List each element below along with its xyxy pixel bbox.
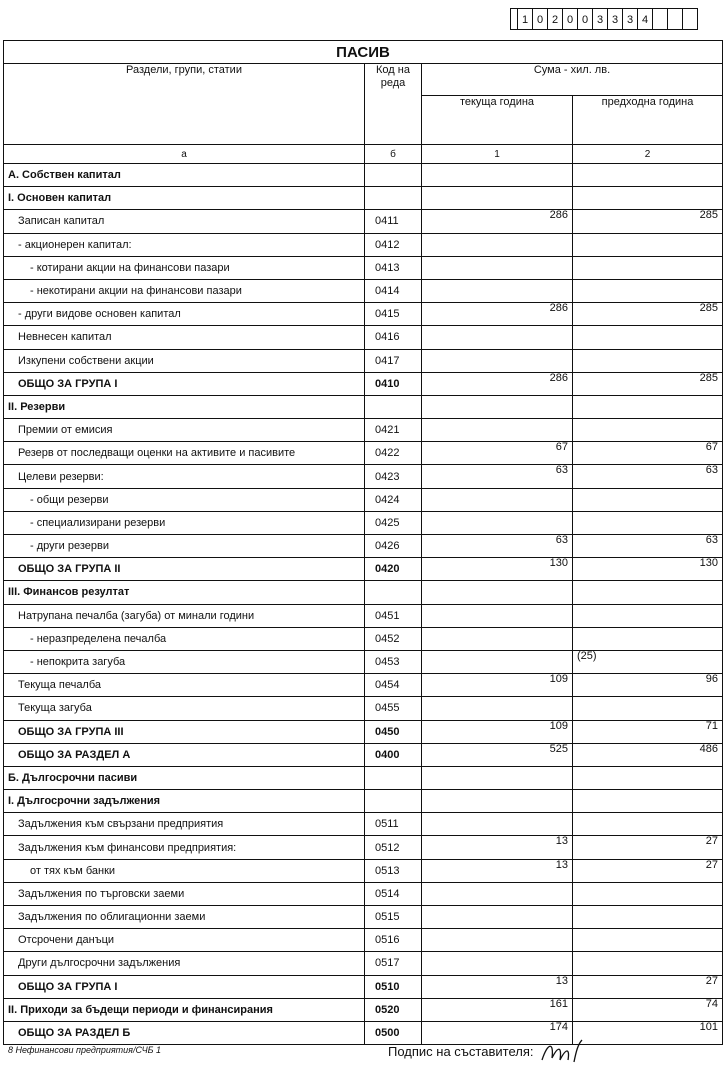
row-code: 0510 <box>365 975 422 998</box>
row-previous-value <box>573 627 723 650</box>
row-current-value <box>422 581 573 604</box>
table-row <box>4 419 723 442</box>
header-previous-year: предходна година <box>573 96 723 145</box>
table-row <box>4 279 723 302</box>
row-label: - общи резерви <box>4 488 365 511</box>
row-current-value <box>422 164 573 187</box>
header-sections: Раздели, групи, статии <box>4 64 365 145</box>
row-previous-value <box>573 604 723 627</box>
table-row <box>4 674 723 697</box>
row-code: 0413 <box>365 256 422 279</box>
row-label: - други резерви <box>4 535 365 558</box>
row-current-value <box>422 650 573 673</box>
row-code <box>365 164 422 187</box>
row-previous-value: 27 <box>573 836 723 859</box>
row-previous-value: 63 <box>573 535 723 558</box>
row-current-value <box>422 906 573 929</box>
row-previous-value: 27 <box>573 975 723 998</box>
row-previous-value <box>573 187 723 210</box>
row-code: 0400 <box>365 743 422 766</box>
row-previous-value <box>573 349 723 372</box>
row-current-value <box>422 790 573 813</box>
row-current-value <box>422 419 573 442</box>
row-previous-value <box>573 766 723 789</box>
letter-a: а <box>4 145 365 164</box>
row-code: 0415 <box>365 303 422 326</box>
code-digit-box: 3 <box>593 9 608 29</box>
row-label: Текуща печалба <box>4 674 365 697</box>
table-row <box>4 790 723 813</box>
row-code <box>365 187 422 210</box>
row-current-value <box>422 952 573 975</box>
row-previous-value: 67 <box>573 442 723 465</box>
table-row <box>4 836 723 859</box>
row-label: Б. Дългосрочни пасиви <box>4 766 365 789</box>
table-row <box>4 975 723 998</box>
row-label: ОБЩО ЗА ГРУПА III <box>4 720 365 743</box>
row-previous-value <box>573 326 723 349</box>
table-row <box>4 558 723 581</box>
letter-1: 1 <box>422 145 573 164</box>
row-previous-value <box>573 813 723 836</box>
row-label: Целеви резерви: <box>4 465 365 488</box>
code-digit-box: 0 <box>578 9 593 29</box>
row-label: ОБЩО ЗА РАЗДЕЛ Б <box>4 1021 365 1044</box>
row-label: ОБЩО ЗА РАЗДЕЛ А <box>4 743 365 766</box>
table-row <box>4 535 723 558</box>
table-row <box>4 1021 723 1044</box>
row-current-value: 109 <box>422 720 573 743</box>
header-sum: Сума - хил. лв. <box>422 64 723 96</box>
row-previous-value <box>573 929 723 952</box>
row-current-value: 13 <box>422 836 573 859</box>
row-code: 0520 <box>365 998 422 1021</box>
row-previous-value <box>573 233 723 256</box>
row-label: I. Дългосрочни задължения <box>4 790 365 813</box>
row-current-value: 109 <box>422 674 573 697</box>
row-previous-value <box>573 581 723 604</box>
row-current-value: 286 <box>422 303 573 326</box>
table-row <box>4 813 723 836</box>
row-code: 0451 <box>365 604 422 627</box>
row-code: 0516 <box>365 929 422 952</box>
row-previous-value: 96 <box>573 674 723 697</box>
code-digit-box <box>653 9 668 29</box>
row-current-value: 67 <box>422 442 573 465</box>
row-code: 0423 <box>365 465 422 488</box>
row-label: Резерв от последващи оценки на активите и пасивите <box>4 442 365 465</box>
row-code: 0421 <box>365 419 422 442</box>
row-previous-value <box>573 256 723 279</box>
row-previous-value: 285 <box>573 210 723 233</box>
code-digit-box: 0 <box>563 9 578 29</box>
form-code-boxes <box>510 8 698 30</box>
row-label: Задължения по търговски заеми <box>4 882 365 905</box>
row-current-value <box>422 256 573 279</box>
row-label: ОБЩО ЗА ГРУПА I <box>4 372 365 395</box>
row-current-value: 13 <box>422 859 573 882</box>
row-label: А. Собствен капитал <box>4 164 365 187</box>
row-previous-value <box>573 697 723 720</box>
code-digit-box <box>683 9 697 29</box>
code-digit-box: 3 <box>608 9 623 29</box>
table-row <box>4 882 723 905</box>
header-current-year: текуща година <box>422 96 573 145</box>
row-label: III. Финансов резултат <box>4 581 365 604</box>
header-code: Код на реда <box>365 64 422 145</box>
row-previous-value: 74 <box>573 998 723 1021</box>
signature-scribble-icon <box>540 1038 600 1064</box>
page-note: 8 Нефинансови предприятия/СЧБ 1 <box>8 1045 161 1055</box>
table-row <box>4 604 723 627</box>
row-current-value: 63 <box>422 465 573 488</box>
row-code: 0414 <box>365 279 422 302</box>
row-label: ОБЩО ЗА ГРУПА II <box>4 558 365 581</box>
code-digit-box: 2 <box>548 9 563 29</box>
row-label: Текуща загуба <box>4 697 365 720</box>
row-current-value <box>422 326 573 349</box>
table-row <box>4 766 723 789</box>
table-title-row <box>4 41 723 64</box>
row-code: 0422 <box>365 442 422 465</box>
row-previous-value <box>573 488 723 511</box>
row-current-value <box>422 604 573 627</box>
table-row <box>4 720 723 743</box>
row-current-value <box>422 488 573 511</box>
table-row <box>4 859 723 882</box>
table-row <box>4 581 723 604</box>
row-label: - непокрита загуба <box>4 650 365 673</box>
row-previous-value <box>573 882 723 905</box>
row-label: I. Основен капитал <box>4 187 365 210</box>
row-current-value <box>422 813 573 836</box>
table-row <box>4 442 723 465</box>
row-previous-value <box>573 790 723 813</box>
table-row <box>4 372 723 395</box>
row-current-value <box>422 511 573 534</box>
row-previous-value: 101 <box>573 1021 723 1044</box>
table-row <box>4 465 723 488</box>
row-current-value: 525 <box>422 743 573 766</box>
table-title: ПАСИВ <box>4 41 723 64</box>
row-label: - котирани акции на финансови пазари <box>4 256 365 279</box>
row-code: 0425 <box>365 511 422 534</box>
row-label: Задължения по облигационни заеми <box>4 906 365 929</box>
row-code: 0450 <box>365 720 422 743</box>
row-label: Задължения към свързани предприятия <box>4 813 365 836</box>
row-current-value: 63 <box>422 535 573 558</box>
row-previous-value: 71 <box>573 720 723 743</box>
row-previous-value <box>573 511 723 534</box>
table-row <box>4 210 723 233</box>
row-current-value <box>422 349 573 372</box>
row-code: 0424 <box>365 488 422 511</box>
row-previous-value <box>573 952 723 975</box>
row-label: II. Приходи за бъдещи периоди и финансирания <box>4 998 365 1021</box>
table-row <box>4 326 723 349</box>
table-row <box>4 187 723 210</box>
row-previous-value: 63 <box>573 465 723 488</box>
table-row <box>4 256 723 279</box>
row-previous-value: 285 <box>573 372 723 395</box>
table-row <box>4 697 723 720</box>
table-row <box>4 395 723 418</box>
table-row <box>4 164 723 187</box>
code-digit-box: 3 <box>623 9 638 29</box>
row-code: 0454 <box>365 674 422 697</box>
signature-label: Подпис на съставителя: <box>388 1044 534 1059</box>
row-label: - неразпределена печалба <box>4 627 365 650</box>
table-row <box>4 650 723 673</box>
row-previous-value: (25) <box>573 650 723 673</box>
row-label: Отсрочени данъци <box>4 929 365 952</box>
row-current-value <box>422 697 573 720</box>
row-code: 0455 <box>365 697 422 720</box>
row-code: 0410 <box>365 372 422 395</box>
row-current-value: 286 <box>422 372 573 395</box>
row-current-value: 286 <box>422 210 573 233</box>
row-current-value <box>422 395 573 418</box>
row-label: Невнесен капитал <box>4 326 365 349</box>
row-current-value: 174 <box>422 1021 573 1044</box>
row-current-value: 161 <box>422 998 573 1021</box>
table-row <box>4 488 723 511</box>
table-row <box>4 952 723 975</box>
row-code: 0513 <box>365 859 422 882</box>
row-previous-value <box>573 279 723 302</box>
row-code: 0417 <box>365 349 422 372</box>
row-current-value: 130 <box>422 558 573 581</box>
row-code: 0517 <box>365 952 422 975</box>
row-code: 0416 <box>365 326 422 349</box>
row-code: 0412 <box>365 233 422 256</box>
row-label: II. Резерви <box>4 395 365 418</box>
row-previous-value: 130 <box>573 558 723 581</box>
table-row <box>4 743 723 766</box>
row-current-value <box>422 279 573 302</box>
code-digit-box: 0 <box>533 9 548 29</box>
table-row <box>4 627 723 650</box>
code-digit-box <box>668 9 683 29</box>
row-code <box>365 395 422 418</box>
row-current-value <box>422 929 573 952</box>
table-row <box>4 303 723 326</box>
table-row <box>4 349 723 372</box>
row-label: Изкупени собствени акции <box>4 349 365 372</box>
letter-b: б <box>365 145 422 164</box>
row-label: - акционерен капитал: <box>4 233 365 256</box>
row-code: 0500 <box>365 1021 422 1044</box>
row-label: от тях към банки <box>4 859 365 882</box>
row-previous-value <box>573 164 723 187</box>
row-code: 0512 <box>365 836 422 859</box>
table-row <box>4 929 723 952</box>
row-code: 0453 <box>365 650 422 673</box>
code-digit-box: 4 <box>638 9 653 29</box>
column-letters-row <box>4 145 723 164</box>
code-box-start <box>511 9 518 29</box>
row-current-value <box>422 627 573 650</box>
row-code: 0515 <box>365 906 422 929</box>
row-label: Премии от емисия <box>4 419 365 442</box>
code-digit-box: 1 <box>518 9 533 29</box>
row-code: 0411 <box>365 210 422 233</box>
row-label: - некотирани акции на финансови пазари <box>4 279 365 302</box>
table-row <box>4 233 723 256</box>
row-current-value <box>422 766 573 789</box>
row-previous-value <box>573 419 723 442</box>
row-current-value <box>422 233 573 256</box>
liabilities-table <box>3 40 723 1045</box>
row-current-value <box>422 187 573 210</box>
row-label: Задължения към финансови предприятия: <box>4 836 365 859</box>
letter-2: 2 <box>573 145 723 164</box>
row-label: - специализирани резерви <box>4 511 365 534</box>
row-code: 0452 <box>365 627 422 650</box>
header-row <box>4 64 723 96</box>
table-row <box>4 906 723 929</box>
table-row <box>4 511 723 534</box>
row-previous-value <box>573 906 723 929</box>
row-previous-value <box>573 395 723 418</box>
row-previous-value: 285 <box>573 303 723 326</box>
row-code <box>365 766 422 789</box>
row-code: 0426 <box>365 535 422 558</box>
row-label: Натрупана печалба (загуба) от минали години <box>4 604 365 627</box>
row-code: 0514 <box>365 882 422 905</box>
row-code: 0511 <box>365 813 422 836</box>
row-current-value: 13 <box>422 975 573 998</box>
table-row <box>4 998 723 1021</box>
row-code: 0420 <box>365 558 422 581</box>
row-current-value <box>422 882 573 905</box>
row-code <box>365 581 422 604</box>
row-label: - други видове основен капитал <box>4 303 365 326</box>
row-previous-value: 27 <box>573 859 723 882</box>
row-previous-value: 486 <box>573 743 723 766</box>
row-label: Други дългосрочни задължения <box>4 952 365 975</box>
row-label: Записан капитал <box>4 210 365 233</box>
row-code <box>365 790 422 813</box>
row-label: ОБЩО ЗА ГРУПА I <box>4 975 365 998</box>
